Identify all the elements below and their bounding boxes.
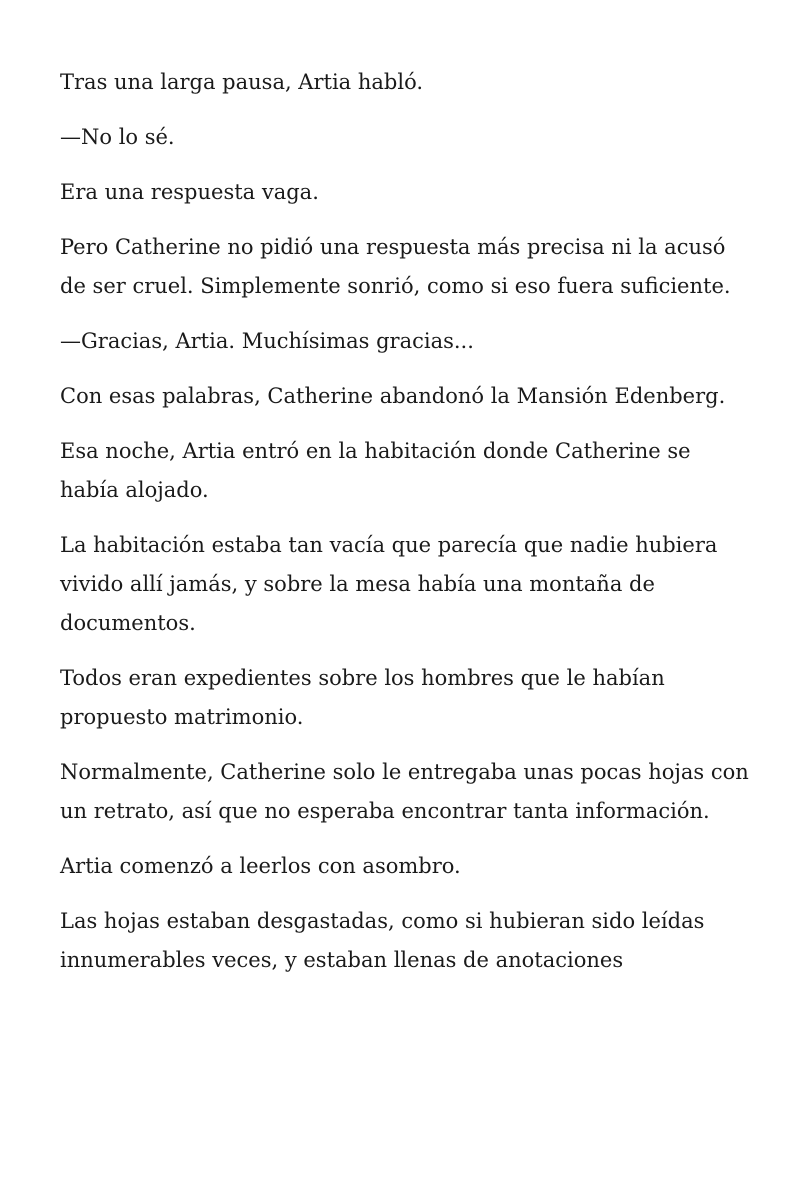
paragraph: Todos eran expedientes sobre los hombres que le habían propuesto matrimonio.	[60, 666, 665, 729]
paragraph: Pero Catherine no pidió una respuesta más precisa ni la acusó de ser cruel. Simplemente sonrió, como si eso fuera suficiente.	[60, 235, 731, 298]
paragraph: —Gracias, Artia. Muchísimas gracias...	[60, 329, 474, 353]
document-body	[60, 63, 750, 996]
paragraph: Artia comenzó a leerlos con asombro.	[60, 854, 461, 878]
paragraph: Esa noche, Artia entró en la habitación donde Catherine se había alojado.	[60, 439, 691, 502]
paragraph: Normalmente, Catherine solo le entregaba unas pocas hojas con un retrato, así que no esperaba encontrar tanta información.	[60, 760, 749, 823]
paragraph: —No lo sé.	[60, 125, 175, 149]
paragraph: Tras una larga pausa, Artia habló.	[60, 70, 424, 94]
paragraph: Con esas palabras, Catherine abandonó la Mansión Edenberg.	[60, 384, 726, 408]
paragraph: La habitación estaba tan vacía que parecía que nadie hubiera vivido allí jamás, y sobre la mesa había una montaña de documentos.	[60, 533, 718, 635]
paragraph: Era una respuesta vaga.	[60, 180, 319, 204]
paragraph: Las hojas estaban desgastadas, como si hubieran sido leídas innumerables veces, y estaban llenas de anotaciones	[60, 909, 705, 972]
